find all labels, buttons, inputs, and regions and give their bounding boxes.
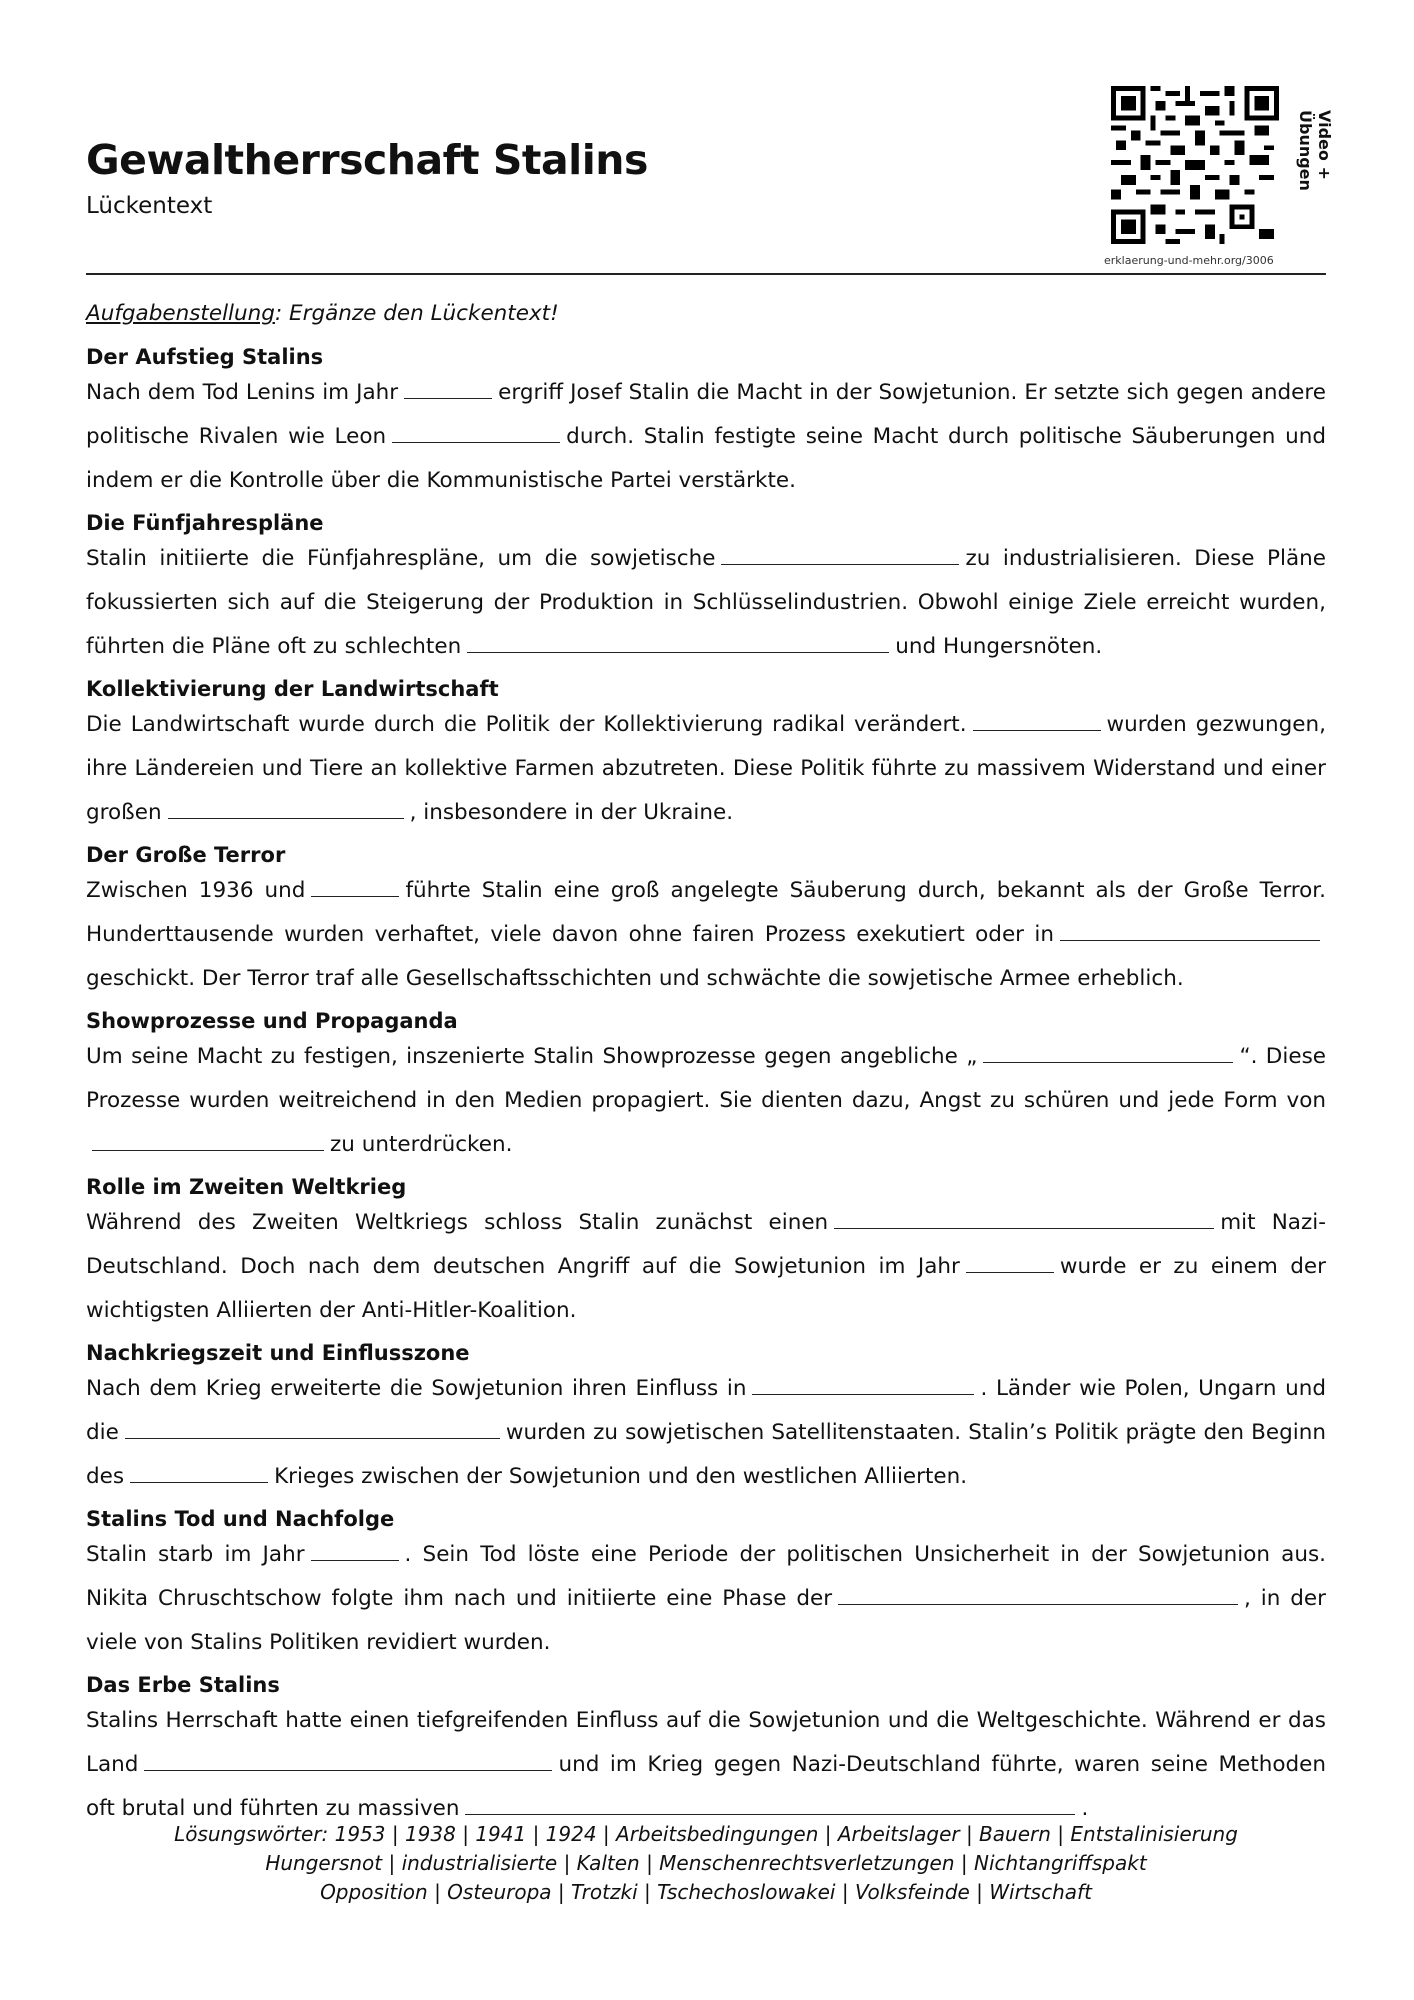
section-text [86, 869, 1326, 1001]
text-part: zu unterdrücken. [330, 1132, 513, 1157]
text-part: Krieges zwischen der Sowjetunion und den westlichen Alliierten. [274, 1464, 968, 1489]
section-grosser-terror [86, 841, 1326, 1001]
text-part: Stalin initiierte die Fünfjahrespläne, um die sowjetische [86, 546, 716, 571]
text-part: Nach dem Krieg erweiterte die Sowjetunion ihren Einfluss in [86, 1376, 747, 1401]
section-text [86, 537, 1326, 669]
section-kollektivierung [86, 675, 1326, 835]
section-text [86, 1367, 1326, 1499]
task-text: : Ergänze den Lückentext! [274, 301, 559, 326]
gap-field[interactable] [92, 1134, 324, 1151]
text-part: führte Stalin eine groß angelegte Säuberung durch, bekannt als der Große Terror. Hunderttausende wurden verhaftet, viele davon ohne fairen Prozess exekutiert oder in [86, 878, 1326, 947]
gap-field[interactable] [168, 802, 404, 819]
section-text [86, 1035, 1326, 1167]
page-title: Gewaltherrschaft Stalins [86, 136, 648, 184]
gap-field[interactable] [467, 636, 889, 653]
section-heading: Die Fünfjahrespläne [86, 511, 324, 535]
section-text [86, 371, 1326, 503]
section-fuenfjahresplaene [86, 509, 1326, 669]
section-heading: Kollektivierung der Landwirtschaft [86, 677, 499, 701]
text-part: Stalins Herrschaft hatte einen tiefgreifenden Einfluss auf die Sowjetunion und die Weltgeschichte. Während er das Land [86, 1708, 1326, 1777]
worksheet-body [86, 299, 1326, 1837]
gap-field[interactable] [721, 548, 959, 565]
text-part: Stalin starb im Jahr [86, 1542, 305, 1567]
text-part: , in der viele von Stalins Politiken revidiert wurden. [86, 1586, 1326, 1655]
section-nachkriegszeit [86, 1339, 1326, 1499]
header-divider [86, 273, 1326, 275]
text-part: . Sein Tod löste eine Periode der politischen Unsicherheit in der Sowjetunion aus. Nikita Chruschtschow folgte ihm nach und initiierte eine Phase der [86, 1542, 1326, 1611]
text-part: geschickt. Der Terror traf alle Gesellschaftsschichten und schwächte die sowjetische Armee erheblich. [86, 966, 1184, 991]
text-part: Um seine Macht zu festigen, inszenierte Stalin Showprozesse gegen angebliche „ [86, 1044, 978, 1069]
section-text [86, 703, 1326, 835]
gap-field[interactable] [834, 1212, 1214, 1229]
section-heading: Rolle im Zweiten Weltkrieg [86, 1175, 407, 1199]
section-heading: Der Aufstieg Stalins [86, 345, 324, 369]
text-part: wurden gezwungen, ihre Ländereien und Tiere an kollektive Farmen abzutreten. Diese Politik führte zu massivem Widerstand und einer großen [86, 712, 1326, 825]
text-part: Die Landwirtschaft wurde durch die Politik der Kollektivierung radikal verändert. [86, 712, 967, 737]
gap-field[interactable] [1060, 924, 1320, 941]
section-heading: Das Erbe Stalins [86, 1673, 280, 1697]
qr-url[interactable]: erklaerung-und-mehr.org/3006 [1104, 254, 1274, 267]
section-stalins-tod [86, 1505, 1326, 1665]
qr-code[interactable] [1110, 86, 1280, 244]
section-weltkrieg [86, 1173, 1326, 1333]
solution-words-line: Hungersnot | industrialisierte | Kalten | Menschenrechtsverletzungen | Nichtangriffspakt [265, 1851, 1147, 1875]
text-part: und im Krieg gegen Nazi-Deutschland führte, waren seine Methoden oft brutal und führten zu massiven [86, 1752, 1326, 1821]
text-part: Während des Zweiten Weltkriegs schloss Stalin zunächst einen [86, 1210, 829, 1235]
solution-words-line: Lösungswörter: 1953 | 1938 | 1941 | 1924 | Arbeitsbedingungen | Arbeitslager | Bauern | Entstalinisierung [174, 1822, 1238, 1846]
text-part: , insbesondere in der Ukraine. [409, 800, 734, 825]
section-erbe [86, 1671, 1326, 1831]
section-text [86, 1201, 1326, 1333]
gap-field[interactable] [130, 1466, 268, 1483]
section-heading: Nachkriegszeit und Einflusszone [86, 1341, 470, 1365]
text-part: wurde er zu einem der wichtigsten Alliierten der Anti-Hitler-Koalition. [86, 1254, 1326, 1323]
text-part: wurden zu sowjetischen Satellitenstaaten. Stalin’s Politik prägte den Beginn des [86, 1420, 1326, 1489]
text-part: ergriff Josef Stalin die Macht in der Sowjetunion. Er setzte sich gegen andere politische Rivalen wie Leon [86, 380, 1326, 449]
gap-field[interactable] [311, 880, 399, 897]
gap-field[interactable] [752, 1378, 974, 1395]
section-heading: Showprozesse und Propaganda [86, 1009, 458, 1033]
gap-field[interactable] [311, 1544, 399, 1561]
section-aufstieg [86, 343, 1326, 503]
text-part: Zwischen 1936 und [86, 878, 306, 903]
gap-field[interactable] [966, 1256, 1054, 1273]
text-part: Nach dem Tod Lenins im Jahr [86, 380, 399, 405]
solution-words [86, 1820, 1326, 1907]
gap-field[interactable] [838, 1588, 1238, 1605]
section-text [86, 1699, 1326, 1831]
gap-field[interactable] [973, 714, 1101, 731]
solution-words-line: Opposition | Osteuropa | Trotzki | Tschechoslowakei | Volksfeinde | Wirtschaft [320, 1880, 1092, 1904]
task-instruction [86, 299, 1326, 329]
text-part: . Länder wie Polen, Ungarn und die [86, 1376, 1326, 1445]
text-part: “. Diese Prozesse wurden weitreichend in den Medien propagiert. Sie dienten dazu, Angst zu schüren und jede Form von [86, 1044, 1326, 1113]
text-part: und Hungersnöten. [895, 634, 1103, 659]
section-heading: Der Große Terror [86, 843, 286, 867]
gap-field[interactable] [144, 1754, 552, 1771]
text-part: mit Nazi-Deutschland. Doch nach dem deutschen Angriff auf die Sowjetunion im Jahr [86, 1210, 1326, 1279]
gap-field[interactable] [392, 426, 560, 443]
gap-field[interactable] [404, 382, 492, 399]
task-label: Aufgabenstellung [86, 301, 275, 326]
section-text [86, 1533, 1326, 1665]
text-part: . [1081, 1796, 1089, 1821]
gap-field[interactable] [125, 1422, 500, 1439]
gap-field[interactable] [465, 1798, 1075, 1815]
qr-side-label: Video + Übungen [1296, 110, 1334, 191]
section-heading: Stalins Tod und Nachfolge [86, 1507, 395, 1531]
gap-field[interactable] [983, 1046, 1233, 1063]
text-part: zu industrialisieren. Diese Pläne fokussierten sich auf die Steigerung der Produktion in Schlüsselindustrien. Obwohl einige Ziele erreicht wurden, führten die Pläne oft zu schlechten [86, 546, 1326, 659]
page-subtitle: Lückentext [86, 193, 213, 219]
section-showprozesse [86, 1007, 1326, 1167]
text-part: durch. Stalin festigte seine Macht durch politische Säuberungen und indem er die Kontrolle über die Kommunistische Partei verstärkte. [86, 424, 1327, 493]
